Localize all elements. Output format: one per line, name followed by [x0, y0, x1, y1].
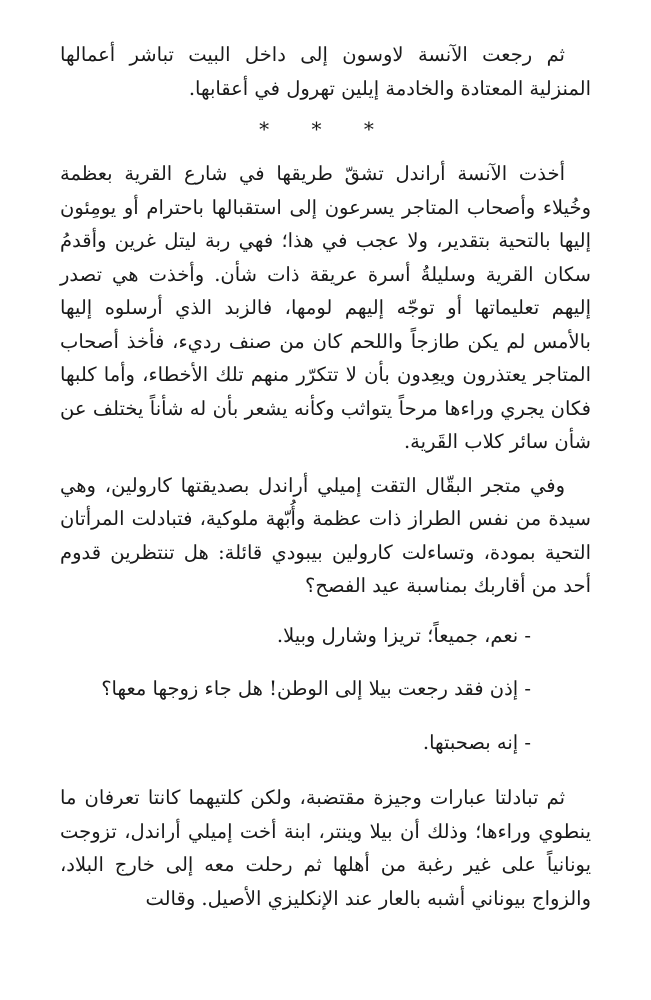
paragraph-4: ثم تبادلتا عبارات وجيزة مقتضبة، ولكن كلتيهما كانتا تعرفان ما ينطوي وراءها؛ وذلك أن بيلا وينتر، ابنة أخت إميلي أراندل، تزوجت يونانياً على غير رغبة من أهلها ثم رحلت معه إلى خارج البلاد، والزواج بيوناني أشبه بالعار عند الإنكليزي الأصيل. وقالت — [60, 786, 591, 910]
paragraph-3: وفي متجر البقّال التقت إميلي أراندل بصديقتها كارولين، وهي سيدة من نفس الطراز ذات عظمة وأُبّهة ملوكية، فتبادلت المرأتان التحية بمودة، وتساءلت كارولين بيبودي قائلة: هل تنتظرين قدوم أحد من أقاربك بمناسبة عيد الفصح؟ — [60, 473, 591, 597]
section-separator: * * * — [259, 117, 392, 141]
dialogue-line-3: - إنه بصحبتها. — [422, 730, 531, 754]
dialogue-line-2: - إذن فقد رجعت بيلا إلى الوطن! هل جاء زوجها معها؟ — [101, 677, 531, 700]
paragraph-1: ثم رجعت الآنسة لاوسون إلى داخل البيت تباشر أعمالها المنزلية المعتادة والخادمة إيلين تهرول في أعقابها. — [60, 43, 591, 100]
paragraph-2: أخذت الآنسة أراندل تشقّ طريقها في شارع القرية بعظمة وخُيلاء وأصحاب المتاجر يسرعون إلى استقبالها باحترام أو يومِئون إليها بالتحية بتقدير، ولا عجب في هذا؛ فهي ربة ليتل غرين وأقدمُ سكان القرية وسليلةُ أسرة عريقة ذات شأن. وأخذت هي تصدر إليهم تعليماتها أو توجّه إليهم لومها، فالزبد الذي أرسلوه إليها بالأمس لم يكن طازجاً واللحم كان من صنف رديء، فأخذ أصحاب المتاجر يعتذرون ويعِدون بأن لا تتكرّر منهم تلك الأخطاء، وأما كلبها فكان يجري وراءها مرحاً يتواثب وكأنه يشعر بأن له شأناً يختلف عن شأن سائر كلاب القَرية. — [60, 162, 591, 453]
dialogue-line-1: - نعم، جميعاً؛ تريزا وشارل وبيلا. — [276, 623, 531, 647]
